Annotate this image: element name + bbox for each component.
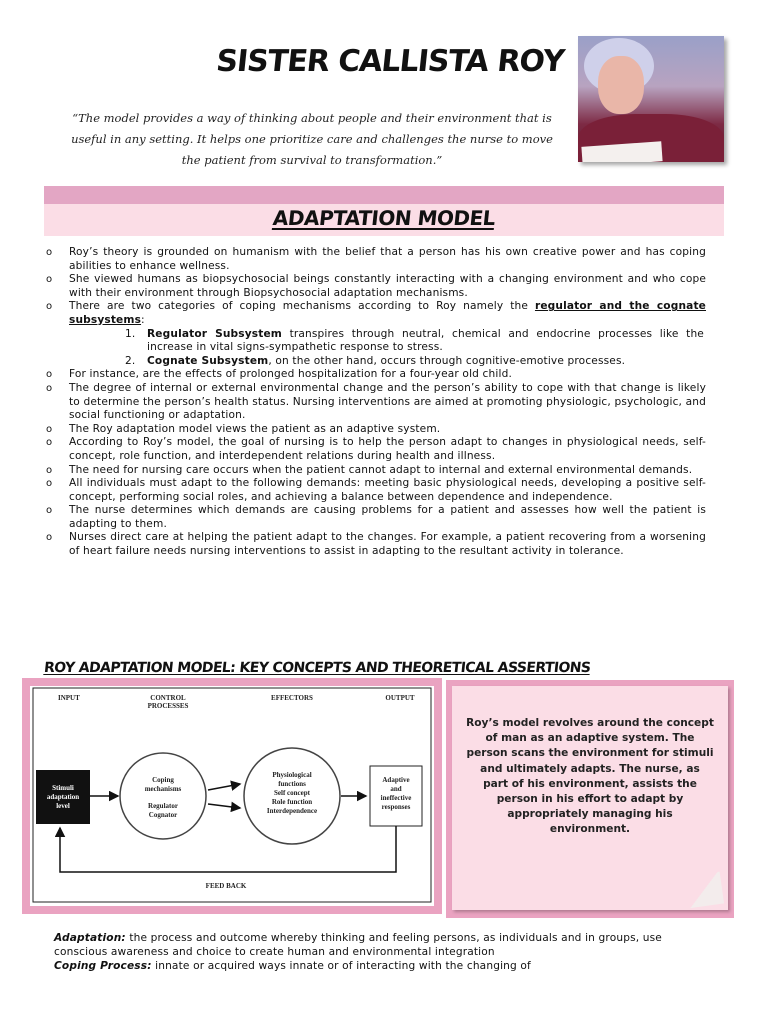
sticky-note	[452, 686, 728, 910]
effectors-text: Physiological	[272, 771, 312, 779]
control-label: CONTROL	[150, 694, 186, 702]
sub-list-text: transpires through neutral, chemical and endocrine processes like the increase in vital signs-sympathetic response to stress.	[147, 327, 704, 354]
page-curl	[684, 872, 724, 909]
definitions	[54, 932, 714, 973]
coping-text: Coping	[152, 776, 174, 784]
diagram-frame	[22, 678, 442, 914]
output-text: responses	[381, 803, 411, 811]
list-item: o The degree of internal or external environmental change and the person’s ability to cope with that change is likely to determine the person’s health status. Nursing interventions are aimed at promoting physiologic, psychologic, and social functioning or adaptation.	[44, 382, 706, 423]
definition-coping	[54, 960, 714, 974]
output-label: OUTPUT	[385, 694, 415, 702]
list-item-text: :	[141, 313, 145, 326]
roy-quote: “The model provides a way of thinking about people and their environment that is useful in any setting. It helps one prioritize care and challenges the nurse to move the patient from survival to transformation.”	[71, 111, 553, 167]
output-text: and	[390, 785, 402, 793]
adaptation-diagram	[30, 686, 434, 906]
list-item: o The nurse determines which demands are causing problems for a patient and assesses how well the patient is adapting to them.	[44, 504, 706, 531]
definition-text: the process and outcome whereby thinking and feeling persons, as individuals and in groups, use conscious awareness and choice to create human and environmental integration	[54, 932, 662, 958]
note-text: Roy’s model revolves around the concept of man as an adaptive system. The person scans the environment for stimuli and ultimately adapts. The nurse, as part of his environment, assists the person in his effort to adapt by appropriately managing his environment.	[466, 717, 714, 836]
section-title: ADAPTATION MODEL	[271, 206, 497, 230]
feedback-arrow	[60, 826, 396, 872]
output-text: Adaptive	[382, 776, 410, 784]
effectors-text: Interdependence	[266, 807, 318, 815]
effectors-text: Role function	[271, 798, 313, 806]
effectors-text: Self concept	[274, 789, 310, 797]
input-label: INPUT	[58, 694, 80, 702]
list-item: o Roy’s theory is grounded on humanism with the belief that a person has his own creative power and has coping abilities to enhance wellness.	[44, 246, 706, 273]
cognator-text: Cognator	[148, 811, 178, 819]
effectors-text: functions	[278, 780, 306, 788]
cognate-term: Cognate Subsystem	[147, 354, 269, 367]
sub-list-item	[69, 328, 706, 355]
definition-text: innate or acquired ways innate or of interacting with the changing of	[151, 959, 531, 972]
portrait-photo	[578, 36, 724, 162]
sub-list-text: , on the other hand, occurs through cognitive-emotive processes.	[268, 354, 626, 367]
processes-label: PROCESSES	[147, 702, 189, 710]
stimuli-text: Stimuli	[52, 784, 74, 792]
sub-list-number: 1.	[125, 327, 136, 340]
stimuli-text: level	[56, 802, 70, 810]
list-item: o All individuals must adapt to the following demands: meeting basic physiological needs, developing a positive self-concept, performing social roles, and achieving a balance between dependence and independence.	[44, 477, 706, 504]
page-title: SISTER CALLISTA ROY	[214, 44, 566, 79]
list-item	[44, 300, 706, 368]
output-text: ineffective	[380, 794, 412, 802]
definition-term: Adaptation:	[54, 932, 126, 944]
list-item: o Nurses direct care at helping the patient adapt to the changes. For example, a patient recovering from a worsening of heart failure needs nursing interventions to assist in adapting to the resultant activity in tolerance.	[44, 531, 706, 558]
definition-term: Coping Process:	[54, 959, 152, 972]
list-item: o According to Roy’s model, the goal of nursing is to help the person adapt to changes in physiological needs, self-concept, role function, and interdependent relations during health and illness.	[44, 436, 706, 463]
sub-list-number: 2.	[125, 354, 136, 367]
list-item: o The Roy adaptation model views the patient as an adaptive system.	[44, 423, 706, 437]
coping-circle	[120, 753, 206, 839]
list-item-text: There are two categories of coping mechanisms according to Roy namely the	[69, 300, 535, 313]
note-frame	[446, 680, 734, 918]
regulator-text: Regulator	[148, 802, 178, 810]
section-band	[44, 186, 724, 204]
stimuli-text: adaptation	[46, 793, 80, 801]
coping-text: mechanisms	[144, 785, 182, 793]
arrow	[208, 784, 240, 790]
arrow	[208, 804, 240, 808]
effectors-label: EFFECTORS	[271, 694, 313, 702]
sub-list-item	[69, 355, 706, 369]
bullet-list	[44, 246, 706, 559]
list-item: o The need for nursing care occurs when the patient cannot adapt to internal and external environmental demands.	[44, 464, 706, 478]
list-item: o She viewed humans as biopsychosocial beings constantly interacting with a changing environment and who cope with their environment through Biopsychosocial adaptation mechanisms.	[44, 273, 706, 300]
definition-adaptation	[54, 932, 714, 960]
regulator-term: Regulator Subsystem	[147, 327, 282, 340]
concepts-heading: ROY ADAPTATION MODEL: KEY CONCEPTS AND THEORETICAL ASSERTIONS	[43, 660, 592, 676]
list-item: o For instance, are the effects of prolonged hospitalization for a four-year old child.	[44, 368, 706, 382]
subsystems-emphasis: regulator and the cognate subsystems	[69, 300, 706, 326]
feedback-label: FEED BACK	[205, 882, 247, 890]
